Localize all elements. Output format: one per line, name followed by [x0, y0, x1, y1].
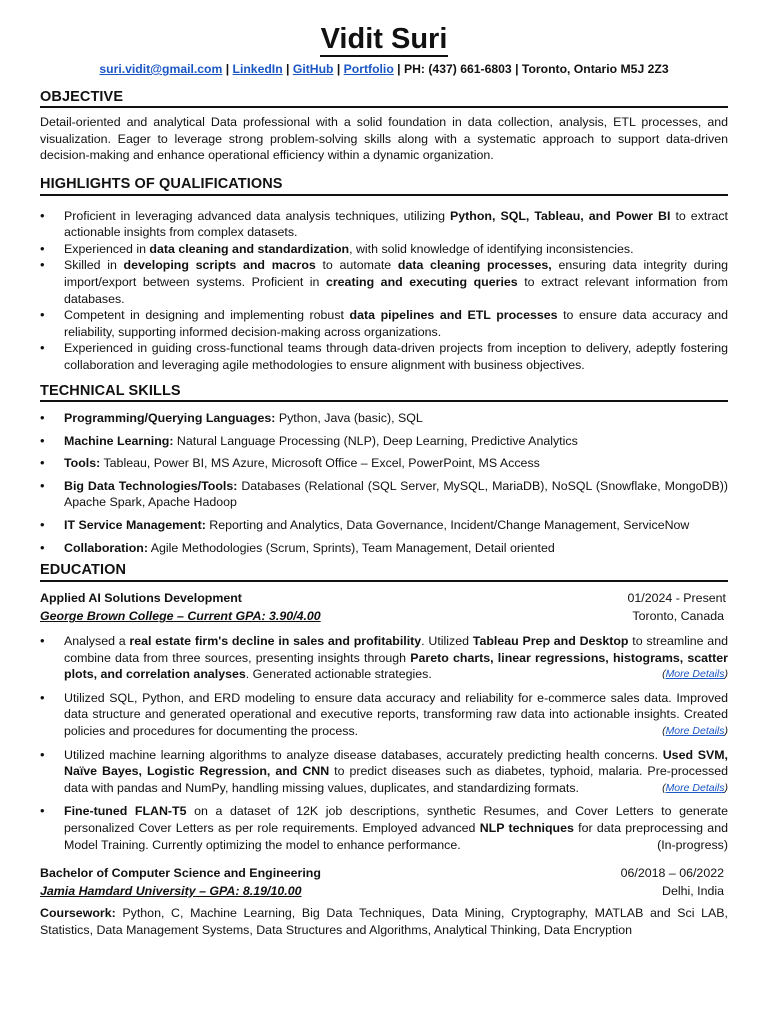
gbc-projects-list	[40, 633, 728, 853]
program-dates: 01/2024 - Present	[627, 590, 726, 605]
contact-line: suri.vidit@gmail.com | LinkedIn | GitHub | Portfolio | PH: (437) 661-6803 | Toronto, Ontario M5J 2Z3	[99, 62, 669, 76]
education-entry-gbc	[40, 590, 728, 853]
list-item: • Skilled in developing scripts and macros to automate data cleaning processes, ensuring data integrity during import/export between systems. Proficient in creating and executing queries to extract relevant information from databases.	[40, 257, 728, 307]
email-link[interactable]: suri.vidit@gmail.com	[99, 62, 223, 76]
list-item: • Utilized machine learning algorithms to analyze disease databases, accurately predicting health concerns. Used SVM, Naïve Bayes, Logistic Regression, and CNN to predict diseases such as diabetes, typhoid, malaria. Pre-processed data with pandas and NumPy, handling missing values, duplicates, and standardizing formats. (More Details)	[40, 747, 728, 797]
more-details-link: (More Details)	[662, 725, 728, 737]
school-line: Jamia Hamdard University – GPA: 8.19/10.00	[40, 883, 302, 898]
objective-text: Detail-oriented and analytical Data professional with a solid foundation in data collection, analysis, ETL processes, and visualization. Eager to leverage strong problem-solving skills along with a systematic approach to support data-driven decision-making and enhance operational efficiency within a dynamic organization.	[40, 115, 728, 163]
highlights-heading: HIGHLIGHTS OF QUALIFICATIONS	[40, 176, 728, 196]
skills-list	[40, 410, 728, 556]
list-item: • Utilized SQL, Python, and ERD modeling to ensure data accuracy and reliability for e-commerce sales data. Improved data structure and generated operational and executive reports, transforming raw data into actionable insights. Created policies and procedures for documenting the process. (More Details)	[40, 690, 728, 740]
school-location: Delhi, India	[662, 883, 724, 898]
program-dates: 06/2018 – 06/2022	[620, 866, 724, 881]
objective-heading: OBJECTIVE	[40, 89, 728, 109]
education-entry-jamia	[40, 865, 728, 938]
school-line: George Brown College – Current GPA: 3.90/4.00	[40, 609, 321, 624]
list-item: • Experienced in data cleaning and standardization, with solid knowledge of identifying inconsistencies.	[40, 241, 728, 258]
coursework: Coursework: Python, C, Machine Learning, Big Data Techniques, Data Mining, Cryptography, MATLAB and Sci LAB, Statistics, Data Management Systems, Data Structures and Algorithms, Analytical Thinking, Data Encryption	[40, 906, 728, 937]
phone-number: PH: (437) 661-6803	[403, 62, 512, 76]
list-item: • Experienced in guiding cross-functional teams through data-driven projects from inception to delivery, adeptly fostering collaboration and leveraging agile methodologies to ensure alignment with business objectives.	[40, 340, 728, 373]
in-progress-tag: (In-progress)	[657, 837, 728, 852]
list-item: • Proficient in leveraging advanced data analysis techniques, utilizing Python, SQL, Tableau, and Power BI to extract actionable insights from complex datasets.	[40, 208, 728, 241]
github-link[interactable]: GitHub	[292, 62, 334, 76]
education-heading: EDUCATION	[40, 562, 728, 582]
list-item: • Fine-tuned FLAN-T5 on a dataset of 12K job descriptions, synthetic Resumes, and Cover Letters to generate personalized Cover Letters as per role requirements. Employed advanced NLP techniques for data preprocessing and Model Training. Currently optimizing the model to enhance performance. (In-progress)	[40, 803, 728, 853]
list-item: • Analysed a real estate firm's decline in sales and profitability. Utilized Tableau Prep and Desktop to streamline and combine data from three sources, presenting insights through Pareto charts, linear regressions, histograms, scatter plots, and correlation analyses. Generated actionable strategies. (More Details)	[40, 633, 728, 683]
highlights-list	[40, 208, 728, 374]
portfolio-link[interactable]: Portfolio	[343, 62, 394, 76]
list-item: • Competent in designing and implementing robust data pipelines and ETL processes to ensure data accuracy and reliability, supporting informed decision-making across organizations.	[40, 307, 728, 340]
list-item: • Tools: Tableau, Power BI, MS Azure, Microsoft Office – Excel, PowerPoint, MS Access	[40, 455, 728, 472]
location: Toronto, Ontario M5J 2Z3	[521, 62, 669, 76]
skills-heading: TECHNICAL SKILLS	[40, 383, 728, 403]
linkedin-link[interactable]: LinkedIn	[232, 62, 283, 76]
list-item: • Machine Learning: Natural Language Processing (NLP), Deep Learning, Predictive Analytics	[40, 433, 728, 450]
program-name: Applied AI Solutions Development	[40, 590, 242, 605]
list-item: • IT Service Management: Reporting and Analytics, Data Governance, Incident/Change Management, ServiceNow	[40, 517, 728, 534]
list-item: • Programming/Querying Languages: Python, Java (basic), SQL	[40, 410, 728, 427]
more-details-link: (More Details)	[662, 668, 728, 681]
list-item: • Collaboration: Agile Methodologies (Scrum, Sprints), Team Management, Detail oriented	[40, 540, 728, 557]
list-item: • Big Data Technologies/Tools: Databases (Relational (SQL Server, MySQL, MariaDB), NoSQL (Snowflake, MongoDB)) Apache Spark, Apache Hadoop	[40, 478, 728, 511]
program-name: Bachelor of Computer Science and Engineering	[40, 866, 321, 881]
school-location: Toronto, Canada	[632, 609, 724, 624]
candidate-name: Vidit Suri	[320, 23, 448, 55]
more-details-link: (More Details)	[662, 781, 728, 794]
